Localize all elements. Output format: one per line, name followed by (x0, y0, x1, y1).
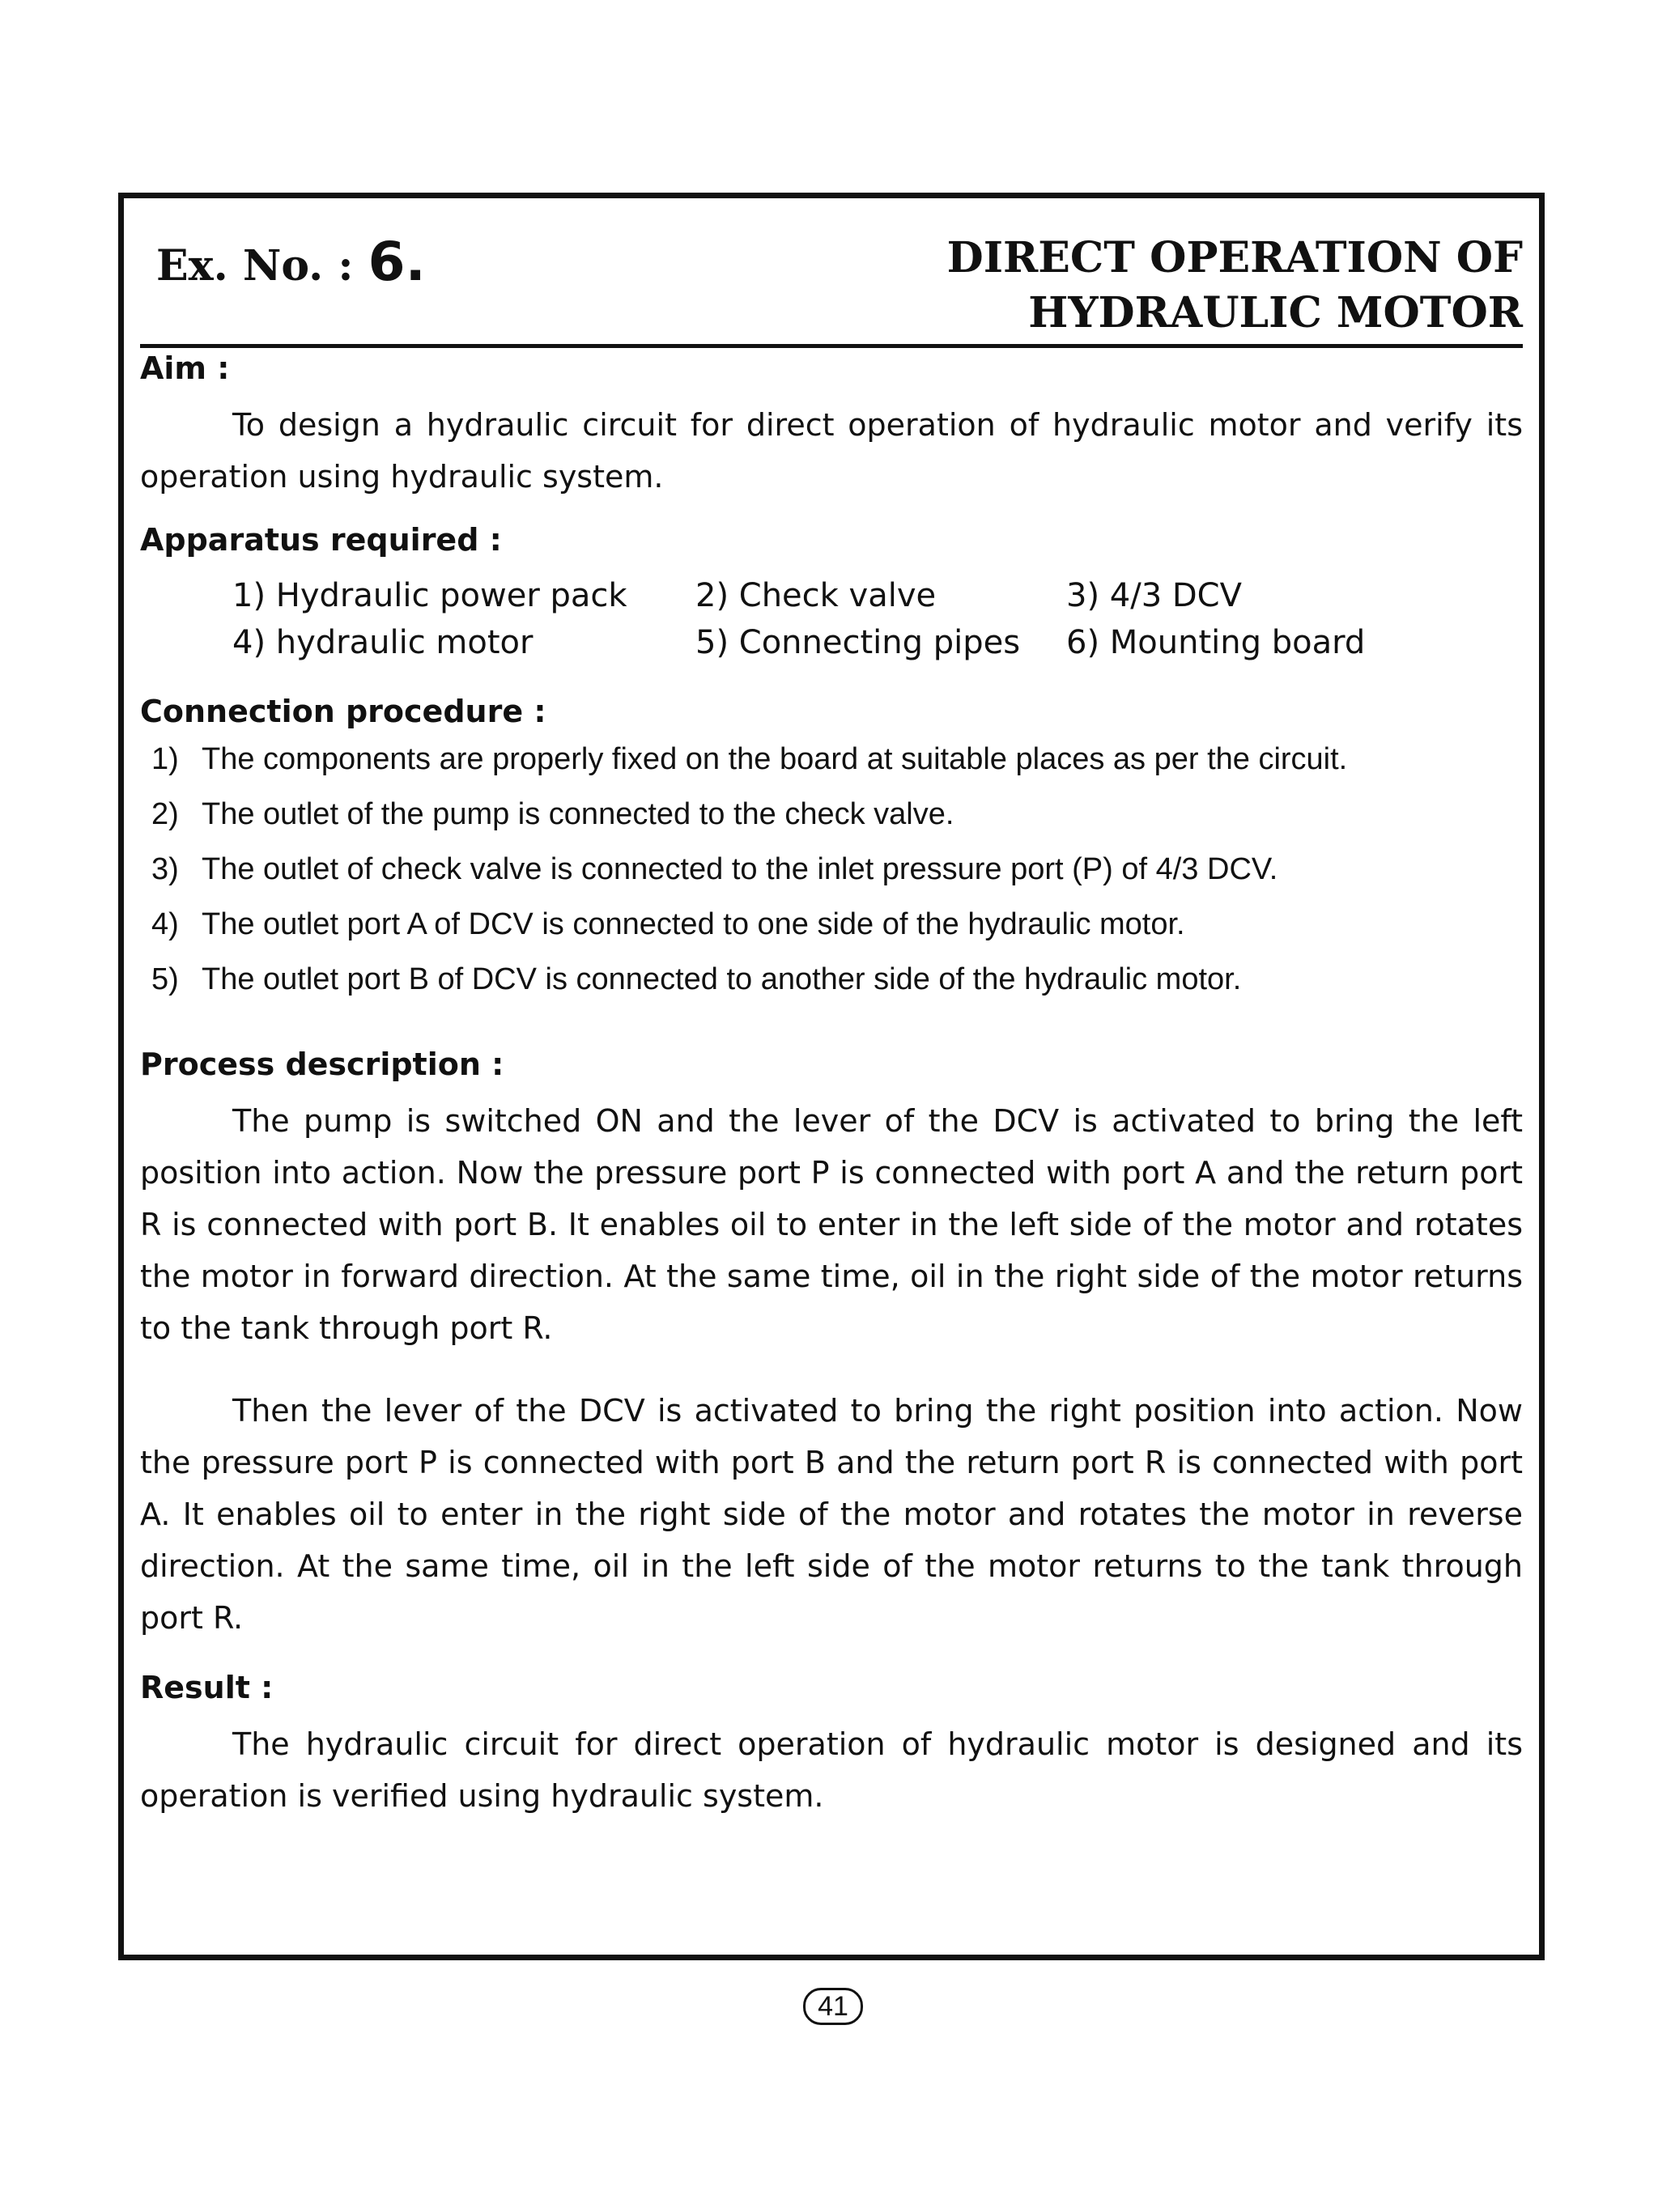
exercise-number-value: 6. (368, 231, 426, 293)
apparatus-item: 1) Hydraulic power pack (232, 577, 627, 614)
list-item: 1) The components are properly fixed on the board at suitable places as per the circuit. (151, 742, 1348, 776)
apparatus-item: 4) hydraulic motor (232, 624, 534, 661)
result-heading: Result : (140, 1670, 274, 1705)
aim-text: To design a hydraulic circuit for direct operation of hydraulic motor and verify its operation using hydraulic system. (140, 407, 1523, 495)
list-item: 3) The outlet of check valve is connected to the inlet pressure port (P) of 4/3 DCV. (151, 852, 1278, 886)
aim-heading: Aim : (140, 350, 230, 386)
title-line-2: HYDRAULIC MOTOR (1028, 288, 1523, 338)
connection-heading: Connection procedure : (140, 694, 546, 729)
list-item: 2) The outlet of the pump is connected to the check valve. (151, 797, 954, 831)
page-number: 41 (803, 1988, 863, 2025)
exercise-label: Ex. No. : (156, 241, 354, 291)
apparatus-item: 3) 4/3 DCV (1066, 577, 1242, 614)
list-item: 5) The outlet port B of DCV is connected to another side of the hydraulic motor. (151, 962, 1242, 996)
page-frame (118, 193, 1545, 1960)
apparatus-heading: Apparatus required : (140, 522, 502, 558)
title-line-1: DIRECT OPERATION OF (946, 233, 1523, 282)
process-paragraph-1: The pump is switched ON and the lever of the DCV is activated to bring the left position into action. Now the pressure port P is connected with port A and the return port R is connected with port B. It enables oil to enter in the left side of the motor and rotates the motor in forward direction. At the same time, oil in the right side of the motor returns to the tank through port R. (140, 1103, 1523, 1346)
apparatus-item: 5) Connecting pipes (695, 624, 1021, 661)
exercise-header (140, 198, 1523, 348)
result-text: The hydraulic circuit for direct operation of hydraulic motor is designed and its operation is verified using hydraulic system. (140, 1726, 1523, 1814)
page-content (140, 198, 1523, 1955)
connection-steps (151, 742, 1523, 1017)
apparatus-item: 2) Check valve (695, 577, 937, 614)
apparatus-item: 6) Mounting board (1066, 624, 1366, 661)
process-paragraph-2: Then the lever of the DCV is activated to bring the right position into action. Now the pressure port P is connected with port B and the return port R is connected with port A. It enables oil to enter in the right side of the motor and rotates the motor in reverse direction. At the same time, oil in the left side of the motor returns to the tank through port R. (140, 1393, 1523, 1636)
exercise-number (156, 231, 426, 293)
list-item: 4) The outlet port A of DCV is connected to one side of the hydraulic motor. (151, 907, 1185, 941)
exercise-title (947, 231, 1523, 341)
process-heading: Process description : (140, 1047, 504, 1082)
